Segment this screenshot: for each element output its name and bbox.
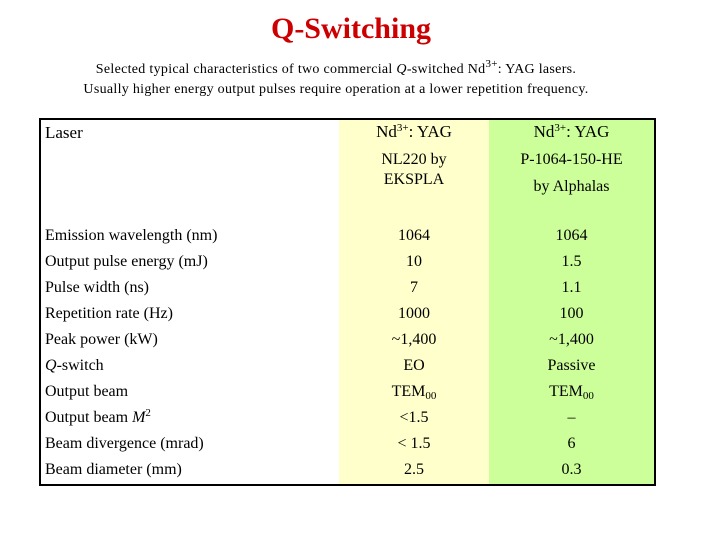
laser2-material-text: Nd	[533, 122, 555, 141]
row-label-output-beam: Output beam	[45, 383, 129, 400]
laser2-material-sup: 3+	[554, 122, 567, 134]
row-label-output-pulse-energy: Output pulse energy (mJ)	[45, 253, 208, 270]
laser1-model-line2: EKSPLA	[383, 171, 445, 188]
row-label-output-beam-m2	[45, 408, 151, 428]
laser1-model-line1: NL220 by	[381, 151, 447, 168]
m-italic: M	[132, 409, 146, 426]
laser1-peak-power: ~1,400	[391, 331, 437, 348]
subtitle-text: -switched Nd	[406, 62, 486, 77]
laser2-peak-power: ~1,400	[549, 331, 594, 348]
laser1-output-pulse-energy: 10	[406, 253, 422, 270]
subtitle-line-1	[0, 58, 672, 78]
row-label-emission-wavelength: Emission wavelength (nm)	[45, 227, 218, 244]
q-switch-text: -switch	[56, 357, 104, 374]
laser2-pulse-width: 1.1	[561, 279, 582, 296]
laser2-model-line2: by Alphalas	[533, 178, 610, 195]
laser1-column	[339, 120, 489, 484]
tem-subscript: 00	[582, 390, 594, 402]
laser1-output-beam	[339, 382, 489, 402]
row-label-q-switch	[45, 356, 104, 376]
laser2-beam-diameter: 0.3	[561, 461, 582, 478]
subtitle-text: Selected typical characteristics of two commercial	[95, 62, 397, 77]
laser1-beam-diameter: 2.5	[404, 461, 424, 478]
laser2-material-text: : YAG	[566, 122, 610, 141]
laser1-emission-wavelength: 1064	[398, 227, 430, 244]
laser1-repetition-rate: 1000	[398, 305, 430, 322]
laser2-beam-divergence: 6	[567, 435, 576, 452]
row-label-repetition-rate: Repetition rate (Hz)	[45, 305, 173, 322]
laser1-beam-divergence: < 1.5	[397, 435, 431, 452]
laser1-material-text: : YAG	[408, 122, 452, 141]
laser1-material	[339, 122, 489, 142]
page-title: Q-Switching	[270, 12, 432, 45]
laser2-model-line1: P-1064-150-HE	[520, 151, 623, 168]
laser1-q-switch: EO	[403, 357, 425, 374]
subtitle-text: : YAG lasers.	[497, 62, 577, 77]
row-label-peak-power: Peak power (kW)	[45, 331, 158, 348]
laser-comparison-table	[39, 118, 656, 486]
laser2-output-pulse-energy: 1.5	[561, 253, 582, 270]
q-italic: Q	[45, 357, 57, 374]
label-column	[41, 120, 339, 484]
subtitle-q-italic: Q	[396, 62, 407, 77]
laser1-output-beam-m2: <1.5	[399, 409, 429, 426]
tem-text: TEM	[549, 383, 583, 400]
tem-subscript: 00	[425, 390, 437, 402]
header-laser-label: Laser	[45, 123, 83, 142]
laser1-pulse-width: 7	[410, 279, 418, 296]
row-label-pulse-width: Pulse width (ns)	[45, 279, 149, 296]
laser2-output-beam-m2: –	[567, 409, 576, 426]
laser1-material-sup: 3+	[396, 122, 409, 134]
laser2-repetition-rate: 100	[559, 305, 584, 322]
subtitle-line-2: Usually higher energy output pulses require operation at a lower repetition frequency.	[83, 82, 589, 97]
laser2-q-switch: Passive	[547, 357, 596, 374]
tem-text: TEM	[391, 383, 426, 400]
subtitle-superscript: 3+	[485, 58, 498, 70]
row-label-beam-divergence: Beam divergence (mrad)	[45, 435, 204, 452]
output-beam-text: Output beam	[45, 409, 133, 426]
m-superscript: 2	[145, 407, 151, 419]
laser1-material-text: Nd	[376, 122, 397, 141]
laser2-output-beam	[489, 382, 654, 402]
laser2-column	[489, 120, 654, 484]
laser2-emission-wavelength: 1064	[555, 227, 588, 244]
row-label-beam-diameter: Beam diameter (mm)	[45, 461, 182, 478]
laser2-material	[489, 122, 654, 142]
